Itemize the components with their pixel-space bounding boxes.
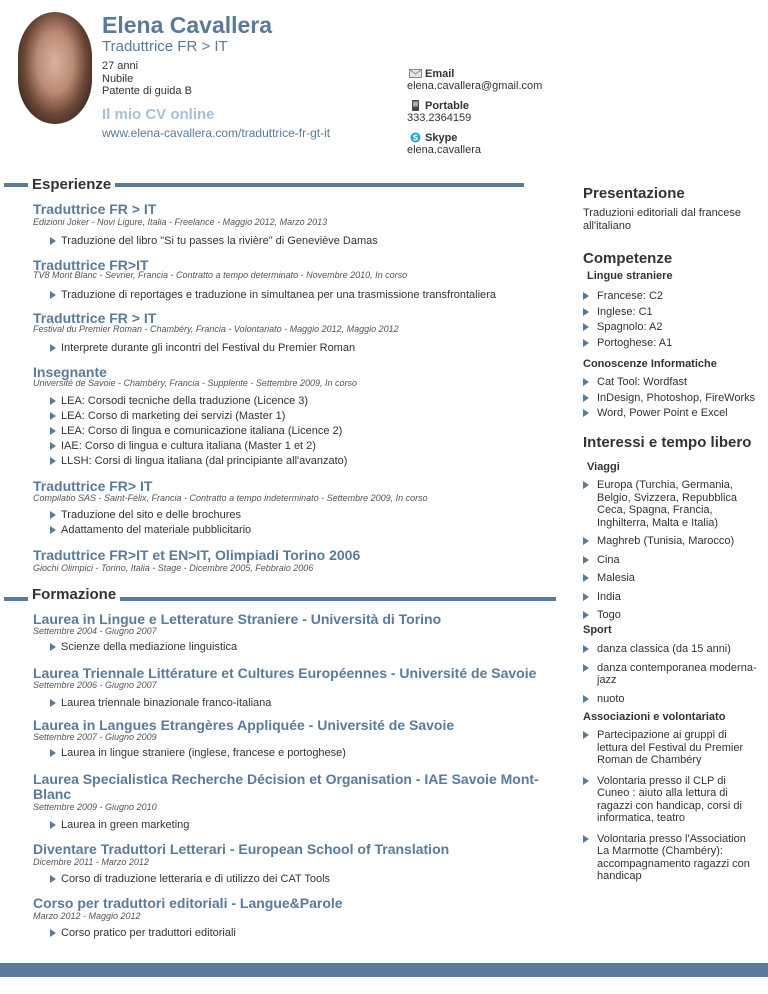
list-item: Europa (Turchia, Germania, Belgio, Svizzera, Repubblica Ceca, Spagna, Francia, Inghilterra, Malta e Italia) <box>583 479 759 529</box>
list-item: Portoghese: A1 <box>583 337 763 350</box>
education-entry-title: Laurea in Langues Etrangères Appliquée - Université de Savoie <box>33 717 455 733</box>
education-entry-title: Laurea in Lingue e Letterature Straniere - Università di Torino <box>33 611 442 627</box>
list-item: Cina <box>583 554 759 567</box>
job-entry-meta: Compilatio SAS - Saint-Félix, Francia - Contratto a tempo indeterminato - Settembre 2009, In corso <box>33 493 428 503</box>
job-entry-title: Traduttrice FR > IT <box>33 201 157 217</box>
list-item: Malesia <box>583 572 759 585</box>
it-skills-list <box>583 376 763 420</box>
job-entry-list <box>33 341 355 356</box>
education-entry-list <box>33 696 271 711</box>
list-item: Partecipazione ai gruppi di lettura del Festival du Premier Roman de Chambéry <box>583 729 753 767</box>
list-item: Francese: C2 <box>583 290 763 303</box>
list-item: Corso pratico per traduttori editoriali <box>33 926 236 941</box>
education-entry-meta: Settembre 2004 - Giugno 2007 <box>33 626 157 636</box>
job-entry-title: Traduttrice FR>IT <box>33 257 149 273</box>
languages-list <box>583 290 763 349</box>
education-entry-list <box>33 818 189 833</box>
phone-icon <box>409 100 422 111</box>
list-item: Maghreb (Tunisia, Marocco) <box>583 535 759 548</box>
job-entry-title: Insegnante <box>33 364 107 380</box>
portable-label: Portable <box>425 100 470 112</box>
languages-heading: Lingue straniere <box>587 270 673 282</box>
skype-value: elena.cavallera <box>407 144 481 156</box>
contact-email <box>407 68 542 92</box>
education-entry-list <box>33 746 346 761</box>
list-item: Word, Power Point e Excel <box>583 407 763 420</box>
list-item: Laurea in lingue straniere (inglese, francese e portoghese) <box>33 746 346 761</box>
education-entry-list <box>33 926 236 941</box>
education-entry-title: Laurea Triennale Littérature et Cultures Européennes - Université de Savoie <box>33 665 537 681</box>
cv-online-title: Il mio CV online <box>102 106 215 123</box>
list-item: danza contemporanea moderna-jazz <box>583 662 759 687</box>
email-value[interactable]: elena.cavallera@gmail.com <box>407 80 543 92</box>
job-entry-title: Traduttrice FR > IT <box>33 310 157 326</box>
candidate-name: Elena Cavallera <box>102 12 273 38</box>
marital-status: Nubile <box>102 72 134 85</box>
experience-heading: Esperienze <box>28 176 115 193</box>
cv-link[interactable]: www.elena-cavallera.com/traduttrice-fr-gt-it <box>102 126 331 140</box>
job-entry-meta: Festival du Premier Roman - Chambéry, Francia - Volontariato - Maggio 2012, Maggio 2012 <box>33 324 399 334</box>
age: 27 anni <box>102 60 139 72</box>
job-entry-list <box>33 234 378 249</box>
list-item: LLSH: Corsi di lingua italiana (dal principiante all'avanzato) <box>33 454 347 469</box>
driving-license: Patente di guida B <box>102 85 192 97</box>
contact-phone <box>407 100 471 124</box>
list-item: Traduzione del libro "Si tu passes la rivière" di Geneviève Damas <box>33 234 378 249</box>
list-item: Corso di traduzione letteraria e di utilizzo dei CAT Tools <box>33 872 330 887</box>
skype-icon <box>409 132 422 143</box>
education-entry-meta: Settembre 2007 - Giugno 2009 <box>33 732 157 742</box>
education-entry-meta: Settembre 2006 - Giugno 2007 <box>33 680 157 690</box>
contact-skype <box>407 132 481 156</box>
travel-list <box>583 479 759 622</box>
it-skills-heading: Conoscenze Informatiche <box>583 358 717 370</box>
list-item: Adattamento del materiale pubblicitario <box>33 523 251 538</box>
list-item: Inglese: C1 <box>583 306 763 319</box>
list-item: LEA: Corso di lingua e comunicazione italiana (Licence 2) <box>33 424 347 439</box>
list-item: LEA: Corso di marketing dei servizi (Master 1) <box>33 409 347 424</box>
email-label: Email <box>425 68 455 80</box>
skype-label: Skype <box>425 132 458 144</box>
travel-heading: Viaggi <box>587 461 620 473</box>
list-item: Spagnolo: A2 <box>583 321 763 334</box>
list-item: Volontaria presso l'Association La Marmotte (Chambéry): accompagnamento ragazzi con handicap <box>583 833 753 883</box>
list-item: Traduzione del sito e delle brochures <box>33 508 251 523</box>
education-entry-title: Corso per traduttori editoriali - Langue&Parole <box>33 895 343 911</box>
envelope-icon <box>409 68 422 79</box>
job-entry-list <box>33 288 496 303</box>
job-entry-meta: TV8 Mont Blanc - Sevrier, Francia - Contratto a tempo determinato - Novembre 2010, In corso <box>33 270 408 280</box>
list-item: Scienze della mediazione linguistica <box>33 640 237 655</box>
presentation-text: Traduzioni editoriali dal francese all'italiano <box>583 207 741 232</box>
job-entry-meta: Giochi Olimpici - Torino, Italia - Stage - Dicembre 2005, Febbraio 2006 <box>33 563 314 573</box>
list-item: Laurea in green marketing <box>33 818 189 833</box>
personal-info <box>102 60 192 98</box>
presentation-heading: Presentazione <box>583 185 685 202</box>
education-entry-list <box>33 640 237 655</box>
education-entry-list <box>33 872 330 887</box>
footer-bar <box>0 963 768 977</box>
sport-list <box>583 643 759 705</box>
job-entry-meta: Edizioni Joker - Novi Ligure, Italia - Freelance - Maggio 2012, Marzo 2013 <box>33 217 328 227</box>
job-entry-list <box>33 508 251 538</box>
list-item: Togo <box>583 609 759 622</box>
skills-heading: Competenze <box>583 250 673 267</box>
list-item: Volontaria presso il CLP di Cuneo : aiuto alla lettura di ragazzi con handicap, corsi di informatica, teatro <box>583 775 753 825</box>
education-entry-meta: Dicembre 2011 - Marzo 2012 <box>33 857 149 867</box>
job-entry-title: Traduttrice FR> IT <box>33 478 153 494</box>
job-entry-meta: Université de Savoie - Chambéry, Francia - Supplente - Settembre 2009, In corso <box>33 378 357 388</box>
sport-heading: Sport <box>583 624 612 636</box>
education-entry-title: Laurea Specialistica Recherche Décision et Organisation - IAE Savoie Mont-Blanc <box>33 771 539 802</box>
list-item: danza classica (da 15 anni) <box>583 643 759 656</box>
list-item: Cat Tool: Wordfast <box>583 376 763 389</box>
education-heading: Formazione <box>28 586 120 603</box>
profile-photo <box>18 12 92 124</box>
portable-value: 333.2364159 <box>407 112 472 124</box>
svg-text:S: S <box>412 133 419 143</box>
list-item: IAE: Corso di lingua e cultura italiana (Master 1 et 2) <box>33 439 347 454</box>
associations-heading: Associazioni e volontariato <box>583 711 726 723</box>
list-item: Interprete durante gli incontri del Festival du Premier Roman <box>33 341 355 356</box>
education-entry-meta: Settembre 2009 - Giugno 2010 <box>33 802 157 812</box>
list-item: InDesign, Photoshop, FireWorks <box>583 392 763 405</box>
job-entry-list <box>33 394 347 469</box>
associations-list <box>583 729 753 883</box>
education-entry-meta: Marzo 2012 - Maggio 2012 <box>33 911 141 921</box>
job-title: Traduttrice FR > IT <box>102 38 228 55</box>
job-entry-title: Traduttrice FR>IT et EN>IT, Olimpiadi Torino 2006 <box>33 547 361 563</box>
list-item: Traduzione di reportages e traduzione in simultanea per una trasmissione transfrontaliera <box>33 288 496 303</box>
list-item: Laurea triennale binazionale franco-italiana <box>33 696 271 711</box>
list-item: nuoto <box>583 693 759 706</box>
list-item: India <box>583 591 759 604</box>
interests-heading: Interessi e tempo libero <box>583 434 752 451</box>
education-entry-title: Diventare Traduttori Letterari - European School of Translation <box>33 841 450 857</box>
list-item: LEA: Corsodi tecniche della traduzione (Licence 3) <box>33 394 347 409</box>
